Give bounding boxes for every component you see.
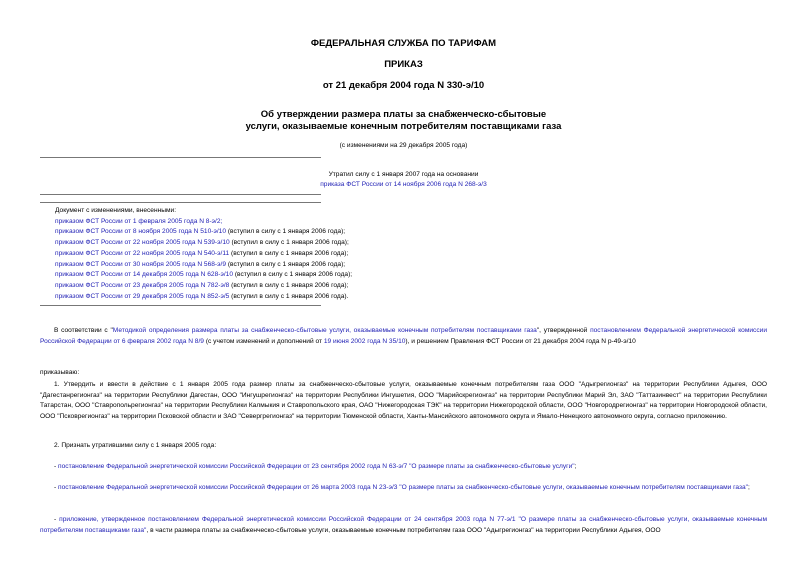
repealed-link-c[interactable]: приложение, утвержденное постановлением Федеральной энергетической комиссии Российской Федерации от 24 сентября 2003 года N 77-э/1 "О размере платы за снабженческо-сбытовые услуги, оказываемые конечным потребителям поставщиками газа" — [40, 516, 767, 534]
list-item: приказом ФСТ России от 14 декабря 2005 года N 628-э/10 (вступил в силу с 1 января 2006 года); — [55, 271, 353, 279]
repealed-link-a[interactable]: постановление Федеральной энергетической комиссии Российской Федерации от 23 сентября 2002 года N 63-э/7 "О размере платы за снабженческо-сбытовые услуги" — [58, 463, 575, 470]
amendment-link[interactable]: приказом ФСТ России от 22 ноября 2005 года N 540-э/11 — [55, 249, 230, 257]
amendment-link[interactable]: приказом ФСТ России от 14 декабря 2005 года N 628-э/10 — [55, 271, 233, 279]
agency-name: ФЕДЕРАЛЬНАЯ СЛУЖБА ПО ТАРИФАМ — [310, 38, 497, 49]
preamble: В соответствии с "Методикой определения размера платы за снабженческо-сбытовые услуги, оказываемые конечным потребителям поставщиками газа", утвержденной постановлением Федеральной энергетической комиссии Российской Федерации от 6 февраля 2002 года N 8/9 (с учетом изменений и дополнений от 19 июня 2002 года N 35/10), и решением Правления ФСТ России от 21 декабря 2004 года N р-49-э/10 — [40, 327, 767, 345]
list-item: приказом ФСТ России от 8 ноября 2005 года N 510-э/10 (вступил в силу с 1 января 2006 года); — [55, 228, 346, 236]
doc-title — [0, 109, 807, 133]
item-2: 2. Признать утратившими силу с 1 января 2005 года: — [54, 442, 217, 449]
list-item: приказом ФСТ России от 30 ноября 2005 года N 568-э/9 (вступил в силу с 1 января 2006 года); — [55, 260, 346, 268]
item-1: 1. Утвердить и ввести в действие с 1 января 2005 года размер платы за снабженческо-сбытовые услуги, оказываемые конечным потребителям газа ООО "Адыгрегионгаз" на территории Республики Адыгея, ООО "Дагестанрегионгаз" на территории Республики Дагестан, ООО "Ингушрегионгаз" на территории Республики Ингушетия, ООО "Марийскрегионгаз" на территории Республики Марий Эл, ЗАО "Таттазинвест" на территории Республики Татарстан, ООО "Ставропольрегионгаз" на территории Республики Калмыкия и Ставропольского края, ОАО "Нижегородская ТЭК" на территории Нижегородской области, ООО "Новгородрегионгаз" на территории Новгородской области, ООО "Псковрегионгаз" на территории Псковской области и ЗАО "Севергрегионгаз" на территории Тюменской области, Ханты-Мансийского автономного округа и Ямало-Ненецкого автономного округа, согласно приложению. — [40, 381, 767, 420]
divider — [40, 194, 321, 195]
list-item: приказом ФСТ России от 23 декабря 2005 года N 782-э/8 (вступил в силу с 1 января 2006 года); — [55, 281, 349, 289]
repeal-text: Утратил силу с 1 января 2007 года на основании — [328, 171, 479, 178]
orders-word: приказываю: — [40, 369, 80, 376]
amendments-list — [55, 206, 415, 302]
fek-resolution-link[interactable]: постановлением Федеральной энергетической комиссии Российской Федерации от 6 февраля 2002 года N 8/9 — [40, 327, 767, 345]
divider — [40, 305, 321, 306]
repealed-link-b[interactable]: постановление Федеральной энергетической комиссии Российской Федерации от 26 марта 2003 года N 23-э/3 "О размере платы за снабженческо-сбытовые услуги, оказываемые конечным потребителям поставщиками газа" — [58, 484, 748, 491]
divider — [40, 202, 321, 203]
divider — [40, 157, 321, 158]
edition-note: (с изменениями на 29 декабря 2005 года) — [339, 142, 468, 149]
list-item: приказом ФСТ России от 29 декабря 2005 года N 852-э/5 (вступил в силу с 1 января 2006 года). — [55, 292, 349, 300]
repeal-note — [0, 170, 807, 191]
repealed-a: - постановление Федеральной энергетической комиссии Российской Федерации от 23 сентября 2002 года N 63-э/7 "О размере платы за снабженческо-сбытовые услуги"; — [54, 463, 577, 470]
list-item: приказом ФСТ России от 22 ноября 2005 года N 539-э/10 (вступил в силу с 1 января 2006 года); — [55, 239, 349, 247]
amendment-link[interactable]: приказом ФСТ России от 8 ноября 2005 года N 510-э/10 — [55, 228, 226, 236]
amendment-link[interactable]: приказом ФСТ России от 30 ноября 2005 года N 568-э/9 — [55, 260, 226, 268]
doc-type: ПРИКАЗ — [384, 59, 423, 70]
list-item — [55, 217, 415, 228]
amendment-link[interactable]: приказом ФСТ России от 23 декабря 2005 года N 782-э/8 — [55, 281, 230, 289]
amendments-intro: Документ с изменениями, внесенными: — [55, 207, 177, 214]
list-item: приказом ФСТ России от 22 ноября 2005 года N 540-э/11 (вступил в силу с 1 января 2006 года); — [55, 249, 349, 257]
amendment-link[interactable]: приказом ФСТ России от 1 февраля 2005 года N 8-э/2; — [55, 217, 223, 225]
repealed-c: - приложение, утвержденное постановлением Федеральной энергетической комиссии Российской Федерации от 24 сентября 2003 года N 77-э/1 "О размере платы за снабженческо-сбытовые услуги, оказываемые конечным потребителям поставщиками газа", в части размера платы за снабженческо-сбытовые услуги, оказываемые конечным потребителям газа ООО "Адыгрегионгаз" на территории Республики Адыгея, ООО — [40, 516, 767, 534]
doc-title-line1: Об утверждении размера платы за снабженческо-сбытовые — [260, 109, 547, 120]
amendment-link[interactable]: приказом ФСТ России от 22 ноября 2005 года N 539-э/10 — [55, 239, 230, 247]
methodology-link[interactable]: Методикой определения размера платы за снабженческо-сбытовые услуги, оказываемые конечным потребителям поставщиками газа — [112, 327, 537, 334]
doc-date-number: от 21 декабря 2004 года N 330-э/10 — [322, 80, 485, 91]
amendment-date-link[interactable]: 19 июня 2002 года N 35/10 — [323, 337, 406, 345]
amendment-link[interactable]: приказом ФСТ России от 29 декабря 2005 года N 852-э/5 — [55, 292, 230, 300]
repealed-b: - постановление Федеральной энергетической комиссии Российской Федерации от 26 марта 2003 года N 23-э/3 "О размере платы за снабженческо-сбытовые услуги, оказываемые конечным потребителям поставщиками газа"; — [54, 484, 750, 491]
doc-title-line2: услуги, оказываемые конечным потребителям поставщиками газа — [245, 121, 562, 132]
repeal-link[interactable]: приказа ФСТ России от 14 ноября 2006 года N 268-э/3 — [320, 181, 487, 189]
